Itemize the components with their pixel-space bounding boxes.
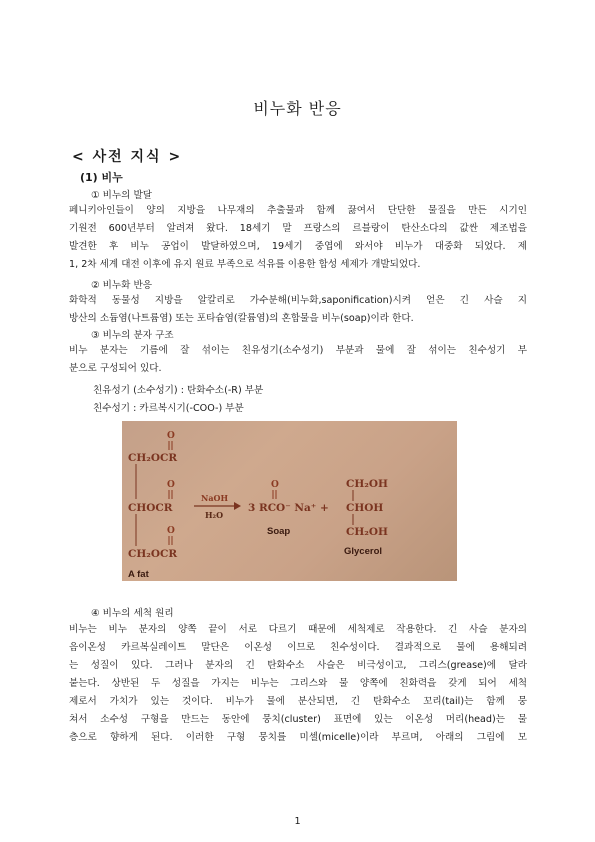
fat-row: CH₂OCR [128, 548, 178, 560]
subsection-heading: (1) 비누 [80, 171, 123, 184]
page-title: 비누화 반응 [253, 99, 342, 118]
item-heading-molecular-structure: ③ 비누의 분자 구조 [91, 330, 174, 341]
reaction-arrow-head [234, 502, 241, 510]
carbonyl-oxygen: O [167, 431, 175, 441]
item-heading-cleaning-principle: ④ 비누의 세척 원리 [91, 608, 174, 619]
glycerol-row: CH₂OH [346, 526, 388, 538]
fat-label: A fat [128, 569, 149, 580]
text-line: 방산의 소듐염(나트륨염) 또는 포타슘염(칼륨염)의 혼합물을 비누(soap)이라 한다. [69, 313, 414, 324]
definition-lipophilic: 친유성기 (소수성기) : 탄화수소(-R) 부분 [93, 385, 264, 396]
text-line: 분으로 구성되어 있다. [69, 363, 162, 374]
text-line: 기원전 600년부터 알려져 왔다. 18세기 말 프랑스의 르블랑이 탄산소다의 값싼 제조법을 [69, 223, 527, 234]
fat-row: CH₂OCR [128, 452, 178, 464]
glycerol-row: CHOH [346, 502, 384, 514]
page-number: 1 [294, 816, 301, 827]
text-line: 1, 2차 세계 대전 이후에 유지 원료 부족으로 석유를 이용한 합성 세제가 개발되었다. [69, 259, 421, 270]
paragraph-saponification [69, 292, 527, 328]
item-heading-soap-development: ① 비누의 발달 [91, 190, 153, 201]
soap-formula: 3 RCO⁻ Na⁺ + [248, 502, 329, 514]
carbonyl-oxygen: O [271, 480, 279, 490]
text-line: 층으로 향하게 된다. 이러한 구형 뭉치를 미셀(micelle)이라 부르며, 아래의 그림에 모 [69, 732, 527, 743]
glycerol-label: Glycerol [344, 546, 383, 557]
text-line: 비누는 비누 분자의 양쪽 끝이 서로 다르기 때문에 세척제로 작용한다. 긴 사슬 분자의 [69, 624, 527, 635]
glycerol-row: CH₂OH [346, 478, 388, 490]
item-heading-saponification: ② 비누화 반응 [91, 280, 153, 291]
text-line: 페니키아인들이 양의 지방을 나무재의 추출물과 함께 끓여서 단단한 물질을 만든 시기인 [69, 205, 527, 216]
soap-label: Soap [267, 526, 291, 537]
fat-row: CHOCR [128, 502, 173, 514]
reagent-naoh: NaOH [201, 493, 229, 503]
paragraph-cleaning-principle [69, 621, 527, 747]
section-heading: < 사전 지식 > [72, 149, 183, 165]
carbonyl-oxygen: O [167, 480, 175, 490]
paragraph-soap-development [69, 202, 527, 274]
saponification-reaction-figure [122, 421, 457, 581]
definition-hydrophilic: 친수성기 : 카르복시기(-COO-) 부분 [93, 403, 244, 414]
text-line: 음이온성 카르복실레이트 말단은 이온성 이므로 친수성이다. 결과적으로 물에 용해되려 [69, 642, 527, 653]
text-line: 화학적 동물성 지방을 알칼리로 가수분해(비누화,saponification)시켜 얻은 긴 사슬 지 [69, 295, 527, 306]
text-line: 는 성질이 있다. 그러나 분자의 긴 탄화수소 사슬은 비극성이고, 그리스(grease)에 달라 [69, 660, 527, 671]
text-line: 쳐서 소수성 구형을 만드는 동안에 뭉치(cluster) 표면에 있는 이온성 머리(head)는 물 [69, 714, 527, 725]
reagent-water: H₂O [205, 510, 224, 520]
text-line: 제로서 가치가 있는 것이다. 비누가 물에 분산되면, 긴 탄화수소 꼬리(tail)는 함께 뭉 [69, 696, 527, 707]
text-line: 붙는다. 상반된 두 성질을 가지는 비누는 그리스와 물 양쪽에 친화력을 갖게 되어 세척 [69, 678, 527, 689]
text-line: 비누 분자는 기름에 잘 섞이는 친유성기(소수성기) 부분과 물에 잘 섞이는 친수성기 부 [69, 345, 527, 356]
carbonyl-oxygen: O [167, 526, 175, 536]
paragraph-molecular-structure [69, 342, 527, 378]
text-line: 발견한 후 비누 공업이 발달하였으며, 19세기 중엽에 와서야 비누가 대중화 되었다. 제 [69, 241, 527, 252]
